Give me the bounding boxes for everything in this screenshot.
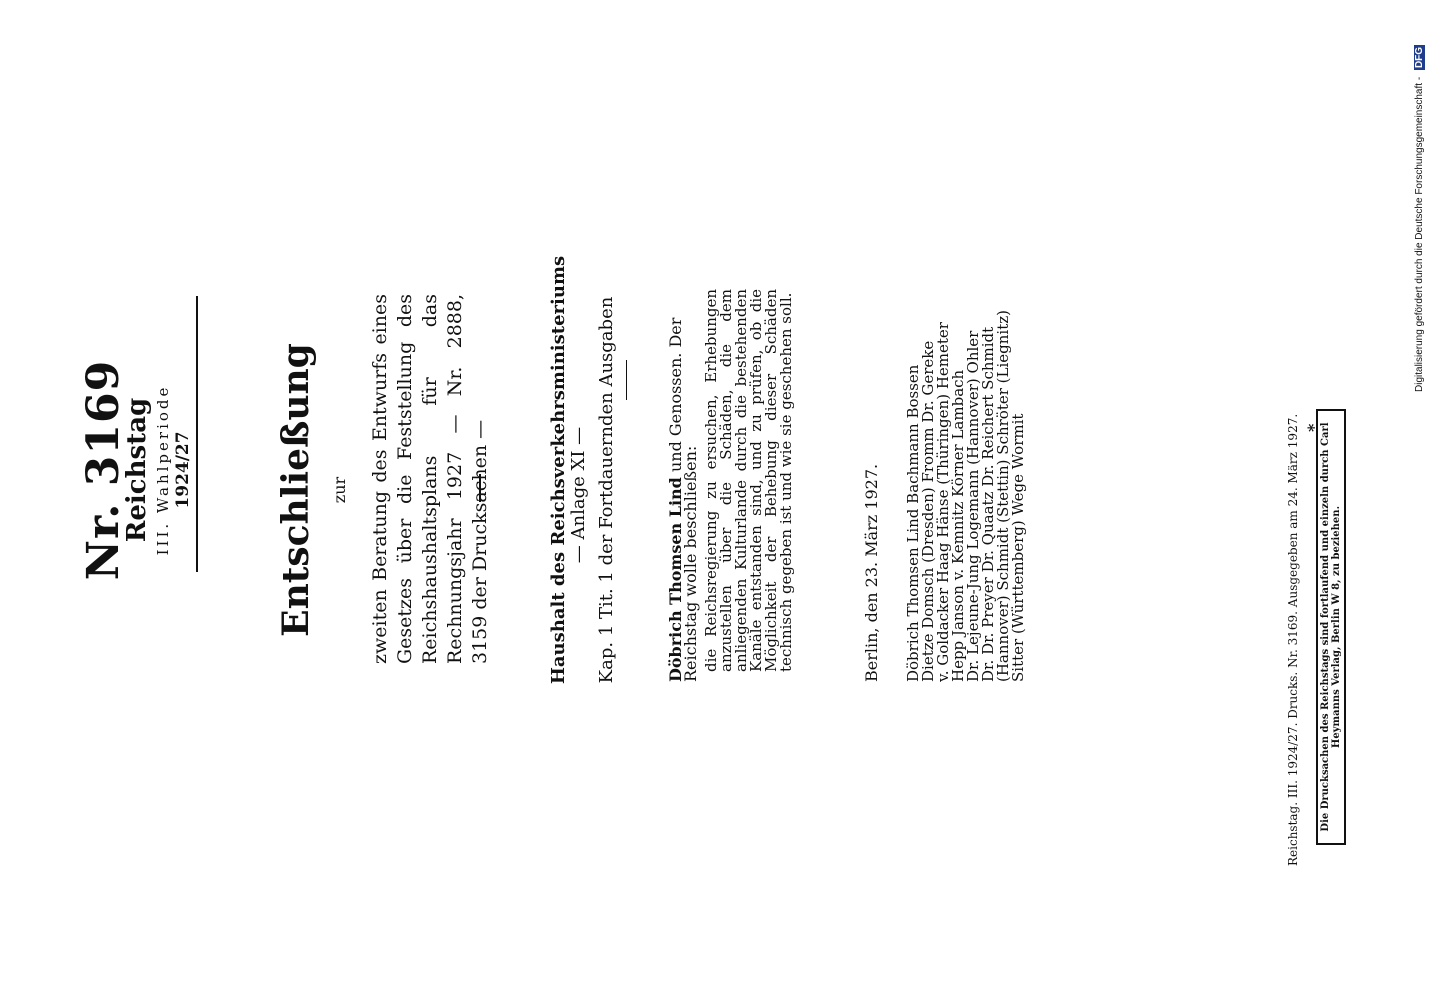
signature-line: v. Goldacker Haag Hänse (Thüringen) Hemeter	[934, 322, 952, 682]
annex-label: — Anlage XI —	[568, 426, 589, 564]
footer-line	[1286, 346, 1300, 866]
digitization-text: Digitalisierung gefördert durch die Deutsche Forschungsgemeinschaft -	[1414, 76, 1425, 392]
section-heading: Haushalt des Reichsverkehrsministeriums	[548, 255, 569, 685]
publisher-note: Die Drucksachen des Reichstags sind fortlaufend und einzeln durch Carl Heymanns Verlag, Berlin W 8, zu beziehen.	[1316, 409, 1346, 845]
signature-line: Dietze Domsch (Dresden) Fromm Dr. Gereke	[919, 340, 937, 682]
divider-rule	[479, 474, 481, 502]
signature-line: Dr. Dr. Preyer Dr. Quaatz Dr. Reichert Schmidt	[979, 326, 997, 682]
motion-body: die Reichsregierung zu ersuchen, Erhebungen anzustellen über die Schäden, die dem anliegenden Kulturlande durch die bestehenden Kanäle entstanden sind, und zu prüfen, ob die Möglichkeit der Behebung dieser Schäden technisch gegeben ist und wie sie geschehen soll.	[702, 289, 795, 672]
signature-line: Dr. Lejeune-Jung Logemann (Hannover) Ohler	[964, 330, 982, 682]
title-zur: zur	[330, 476, 349, 504]
signature-block	[906, 260, 1026, 682]
intro-paragraph: zweiten Beratung des Entwurfs eines Gesetzes über die Feststellung des Reichshaushaltsplans für das Rechnungsjahr 1927 — Nr. 2888, 3159 der Drucksachen —	[369, 294, 491, 664]
signature-line: Hepp Janson v. Kemnitz Körner Lambach	[949, 369, 967, 682]
signature-line: Sitter (Württemberg) Wege Wormit	[1009, 413, 1027, 682]
motion-rest: und Genossen. Der Reichstag wolle beschließen:	[666, 317, 700, 682]
asterisk-mark: *	[1304, 423, 1323, 432]
period-years: 1924/27	[173, 431, 193, 509]
date-line: Berlin, den 23. März 1927.	[862, 463, 881, 682]
period-label: III. Wahlperiode	[154, 384, 172, 556]
footer-reference: Reichstag. III. 1924/27. Drucks. Nr. 3169.	[1286, 611, 1300, 866]
digitization-credit	[1414, 8, 1432, 392]
issue-date: Ausgegeben am 24. März 1927.	[1286, 413, 1300, 608]
motion-intro	[668, 282, 698, 682]
document-title: Entschließung	[275, 343, 317, 637]
dfg-logo: DFG	[1414, 46, 1425, 69]
chapter-line: Kap. 1 Tit. 1 der Fortdauernden Ausgaben	[596, 296, 617, 684]
motion-names: Döbrich Thomsen Lind	[666, 477, 685, 682]
signature-line: Döbrich Thomsen Lind Bachmann Bossen	[904, 364, 922, 682]
document-number: Nr. 3169	[78, 359, 129, 581]
header-rule	[196, 296, 198, 572]
signature-line: (Hannover) Schmidt (Stettin) Schröter (Liegnitz)	[994, 309, 1012, 682]
reichstag-heading: Reichstag	[122, 397, 152, 543]
divider-rule-2	[626, 360, 627, 400]
